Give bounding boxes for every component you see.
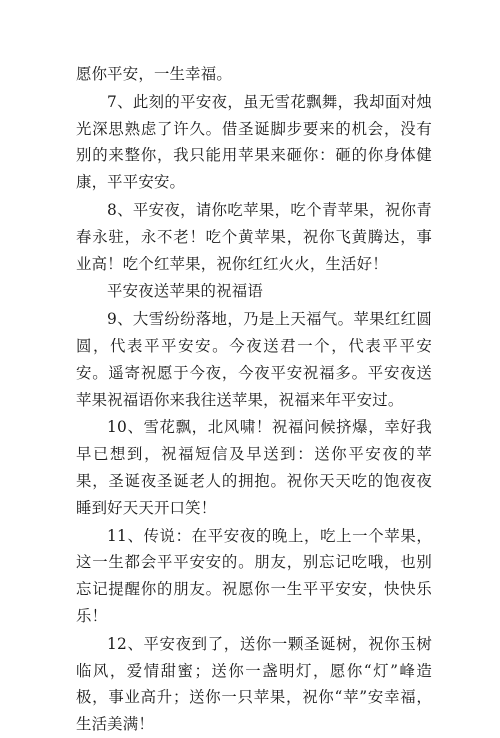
paragraph-7: 7、此刻的平安夜，虽无雪花飘舞，我却面对烛光深思熟虑了许久。借圣诞脚步要来的机会，没有别的来整你，我只能用苹果来砸你：砸的你身体健康，平平安安。 xyxy=(76,92,432,192)
paragraph-10: 10、雪花飘，北风啸！祝福问候挤爆，幸好我早已想到，祝福短信及早送到：送你平安夜的苹果，圣诞夜圣诞老人的拥抱。祝你天天吃的饱夜夜睡到好天天开口笑！ xyxy=(76,418,432,517)
paragraph-6-tail: 愿你平安，一生幸福。 xyxy=(76,65,232,83)
paragraph-11: 11、传说：在平安夜的晚上，吃上一个苹果，这一生都会平平安安的。朋友，别忘记吃哦，也别忘记提醒你的朋友。祝愿你一生平平安安，快快乐乐！ xyxy=(76,526,432,625)
paragraph-12: 12、平安夜到了，送你一颗圣诞树，祝你玉树临风，爱情甜蜜；送你一盏明灯，愿你“灯”峰造极，事业高升；送你一只苹果，祝你“苹”安幸福，生活美满！ xyxy=(76,634,432,734)
paragraph-9: 9、大雪纷纷落地，乃是上天福气。苹果红红圆圆，代表平平安安。今夜送君一个，代表平平安安。遥寄祝愿于今夜，今夜平安祝福多。平安夜送苹果祝福语你来我往送苹果，祝福来年平安过。 xyxy=(76,310,432,409)
section-heading: 平安夜送苹果的祝福语 xyxy=(107,282,263,301)
paragraph-8: 8、平安夜，请你吃苹果，吃个青苹果，祝你青春永驻，永不老！吃个黄苹果，祝你飞黄腾达，事业高！吃个红苹果，祝你红红火火，生活好！ xyxy=(76,200,432,273)
